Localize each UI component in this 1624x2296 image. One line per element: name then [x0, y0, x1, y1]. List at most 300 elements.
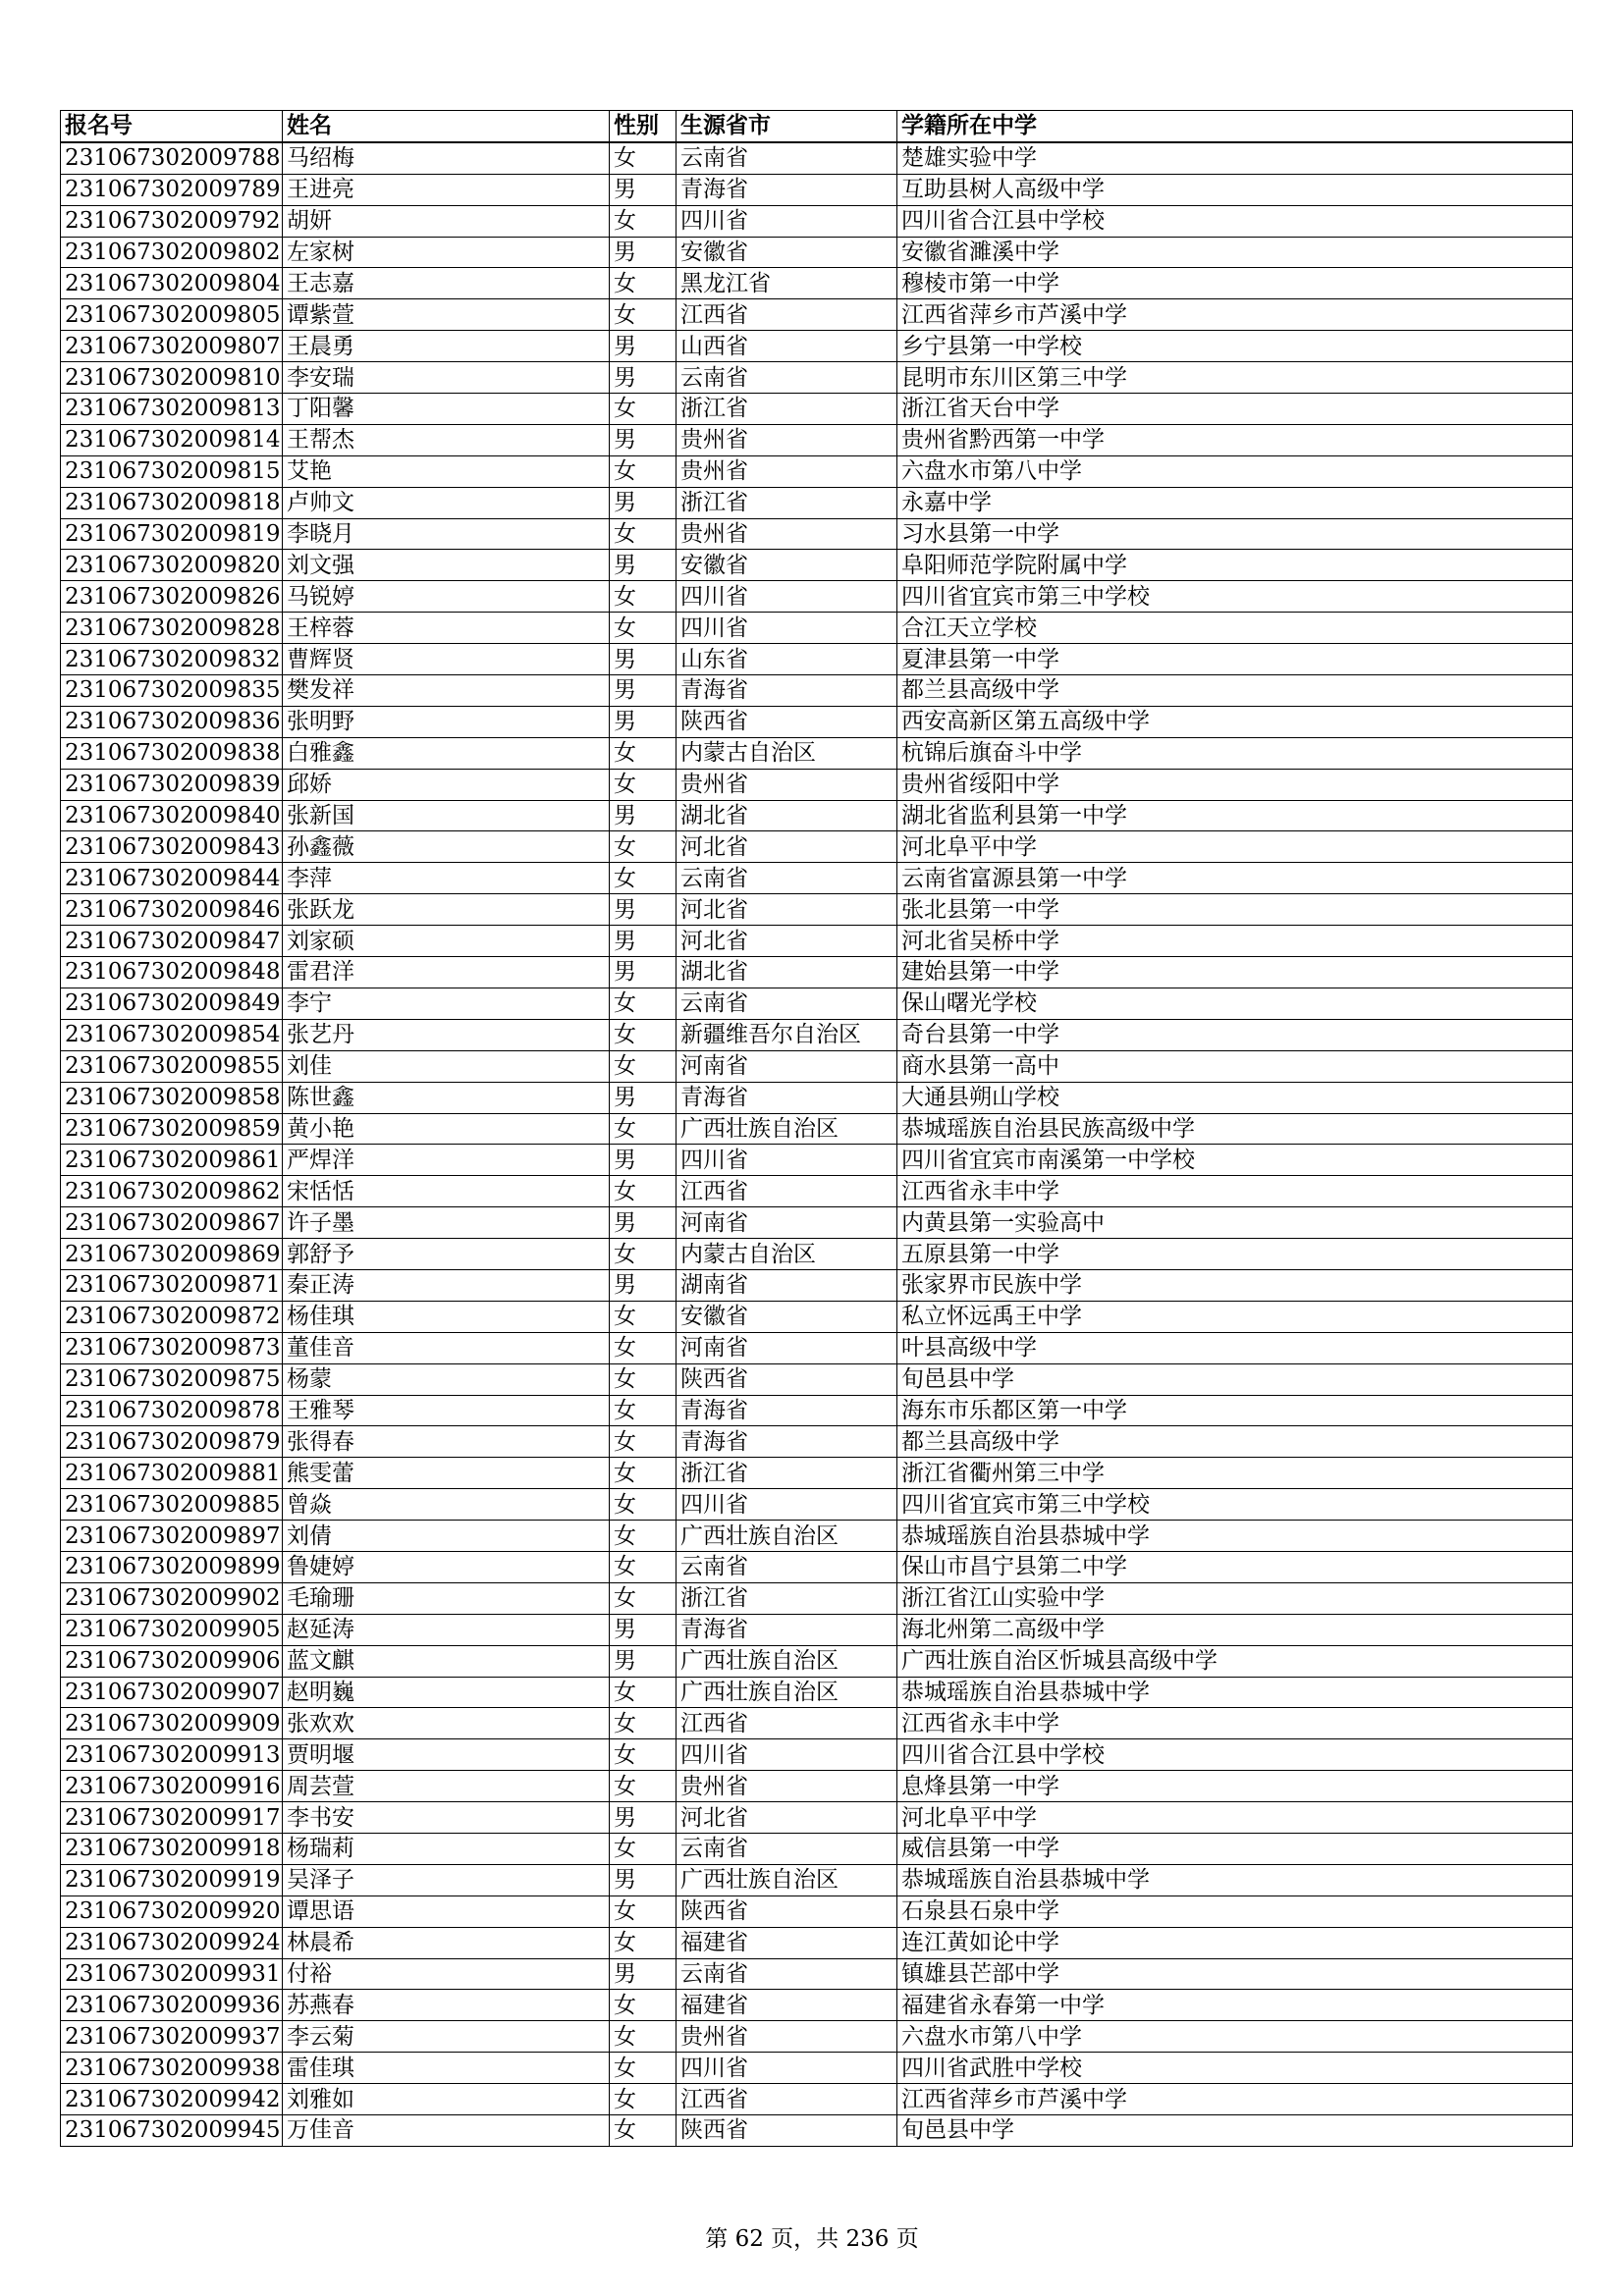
- cell-province: 内蒙古自治区: [677, 737, 897, 769]
- cell-province: 河北省: [677, 894, 897, 926]
- cell-registration-number: 231067302009920: [61, 1896, 283, 1927]
- cell-name: 艾艳: [283, 455, 610, 487]
- cell-gender: 男: [610, 800, 677, 831]
- cell-gender: 女: [610, 1582, 677, 1614]
- cell-province: 陕西省: [677, 1896, 897, 1927]
- table-row: [61, 1363, 1573, 1395]
- cell-school: 贵州省黔西第一中学: [897, 424, 1573, 455]
- table-row: [61, 1833, 1573, 1864]
- cell-gender: 男: [610, 550, 677, 581]
- cell-name: 熊雯蕾: [283, 1458, 610, 1489]
- cell-gender: 女: [610, 1771, 677, 1802]
- cell-gender: 女: [610, 737, 677, 769]
- cell-registration-number: 231067302009838: [61, 737, 283, 769]
- cell-province: 陕西省: [677, 706, 897, 737]
- cell-registration-number: 231067302009792: [61, 205, 283, 237]
- cell-registration-number: 231067302009881: [61, 1458, 283, 1489]
- cell-registration-number: 231067302009869: [61, 1239, 283, 1270]
- cell-province: 河南省: [677, 1332, 897, 1363]
- cell-gender: 男: [610, 174, 677, 205]
- cell-registration-number: 231067302009867: [61, 1207, 283, 1239]
- cell-registration-number: 231067302009835: [61, 675, 283, 707]
- cell-province: 湖北省: [677, 957, 897, 988]
- cell-registration-number: 231067302009815: [61, 455, 283, 487]
- cell-name: 蓝文麒: [283, 1645, 610, 1677]
- cell-province: 青海省: [677, 1614, 897, 1645]
- cell-name: 李晓月: [283, 518, 610, 550]
- cell-name: 张新国: [283, 800, 610, 831]
- cell-name: 李宁: [283, 988, 610, 1019]
- cell-registration-number: 231067302009878: [61, 1395, 283, 1426]
- cell-registration-number: 231067302009937: [61, 2021, 283, 2053]
- cell-registration-number: 231067302009820: [61, 550, 283, 581]
- cell-school: 内黄县第一实验高中: [897, 1207, 1573, 1239]
- cell-school: 江西省永丰中学: [897, 1176, 1573, 1207]
- table-row: [61, 1896, 1573, 1927]
- header-gender: 性别: [610, 111, 677, 142]
- cell-registration-number: 231067302009844: [61, 863, 283, 894]
- cell-name: 张欢欢: [283, 1708, 610, 1739]
- cell-province: 新疆维吾尔自治区: [677, 1019, 897, 1050]
- cell-school: 石泉县石泉中学: [897, 1896, 1573, 1927]
- cell-name: 王晨勇: [283, 331, 610, 362]
- cell-province: 安徽省: [677, 1301, 897, 1332]
- cell-province: 云南省: [677, 863, 897, 894]
- table-row: [61, 1239, 1573, 1270]
- table-row: [61, 1489, 1573, 1521]
- cell-name: 杨瑞莉: [283, 1833, 610, 1864]
- cell-name: 谭思语: [283, 1896, 610, 1927]
- cell-gender: 女: [610, 518, 677, 550]
- cell-province: 四川省: [677, 1489, 897, 1521]
- cell-registration-number: 231067302009839: [61, 769, 283, 800]
- cell-province: 安徽省: [677, 237, 897, 268]
- table-row: [61, 863, 1573, 894]
- cell-registration-number: 231067302009931: [61, 1958, 283, 1990]
- cell-gender: 女: [610, 1426, 677, 1458]
- cell-school: 湖北省监利县第一中学: [897, 800, 1573, 831]
- table-row: [61, 926, 1573, 957]
- cell-province: 陕西省: [677, 1363, 897, 1395]
- cell-name: 张艺丹: [283, 1019, 610, 1050]
- cell-province: 青海省: [677, 1395, 897, 1426]
- cell-registration-number: 231067302009913: [61, 1739, 283, 1771]
- cell-name: 杨蒙: [283, 1363, 610, 1395]
- cell-gender: 女: [610, 1458, 677, 1489]
- cell-school: 四川省合江县中学校: [897, 205, 1573, 237]
- table-row: [61, 1176, 1573, 1207]
- page-footer: 第 62 页，共 236 页: [705, 2226, 919, 2252]
- cell-name: 李萍: [283, 863, 610, 894]
- cell-registration-number: 231067302009840: [61, 800, 283, 831]
- cell-name: 付裕: [283, 1958, 610, 1990]
- cell-registration-number: 231067302009885: [61, 1489, 283, 1521]
- cell-name: 王帮杰: [283, 424, 610, 455]
- cell-gender: 女: [610, 1551, 677, 1582]
- table-row: [61, 613, 1573, 644]
- table-row: [61, 1332, 1573, 1363]
- cell-province: 贵州省: [677, 424, 897, 455]
- cell-name: 李安瑞: [283, 362, 610, 394]
- cell-province: 青海省: [677, 1082, 897, 1113]
- cell-school: 穆棱市第一中学: [897, 268, 1573, 299]
- table-row: [61, 1458, 1573, 1489]
- table-row: [61, 1050, 1573, 1082]
- cell-school: 阜阳师范学院附属中学: [897, 550, 1573, 581]
- cell-registration-number: 231067302009871: [61, 1269, 283, 1301]
- cell-school: 连江黄如论中学: [897, 1927, 1573, 1958]
- table-body: [61, 142, 1573, 2147]
- table-row: [61, 581, 1573, 613]
- table-row: [61, 2084, 1573, 2115]
- cell-school: 恭城瑶族自治县民族高级中学: [897, 1113, 1573, 1145]
- cell-gender: 男: [610, 1802, 677, 1834]
- table-row: [61, 1301, 1573, 1332]
- table-row: [61, 2021, 1573, 2053]
- header-name: 姓名: [283, 111, 610, 142]
- cell-name: 王雅琴: [283, 1395, 610, 1426]
- cell-gender: 女: [610, 831, 677, 863]
- cell-registration-number: 231067302009818: [61, 487, 283, 518]
- cell-school: 建始县第一中学: [897, 957, 1573, 988]
- cell-province: 四川省: [677, 2053, 897, 2084]
- cell-province: 广西壮族自治区: [677, 1521, 897, 1552]
- cell-school: 习水县第一中学: [897, 518, 1573, 550]
- table-row: [61, 424, 1573, 455]
- cell-province: 山东省: [677, 644, 897, 675]
- cell-province: 广西壮族自治区: [677, 1864, 897, 1896]
- table-row: [61, 362, 1573, 394]
- cell-name: 张明野: [283, 706, 610, 737]
- table-row: [61, 487, 1573, 518]
- cell-province: 浙江省: [677, 394, 897, 425]
- table-row: [61, 988, 1573, 1019]
- cell-gender: 男: [610, 926, 677, 957]
- table-row: [61, 1426, 1573, 1458]
- cell-registration-number: 231067302009909: [61, 1708, 283, 1739]
- cell-school: 四川省合江县中学校: [897, 1739, 1573, 1771]
- cell-registration-number: 231067302009945: [61, 2115, 283, 2147]
- cell-province: 贵州省: [677, 769, 897, 800]
- cell-registration-number: 231067302009897: [61, 1521, 283, 1552]
- cell-registration-number: 231067302009846: [61, 894, 283, 926]
- table-row: [61, 142, 1573, 174]
- table-row: [61, 331, 1573, 362]
- cell-registration-number: 231067302009938: [61, 2053, 283, 2084]
- cell-name: 孙鑫薇: [283, 831, 610, 863]
- cell-name: 赵延涛: [283, 1614, 610, 1645]
- cell-school: 安徽省濉溪中学: [897, 237, 1573, 268]
- cell-province: 云南省: [677, 1551, 897, 1582]
- cell-province: 湖北省: [677, 800, 897, 831]
- cell-province: 福建省: [677, 1990, 897, 2021]
- cell-gender: 女: [610, 394, 677, 425]
- cell-gender: 女: [610, 2053, 677, 2084]
- cell-name: 刘倩: [283, 1521, 610, 1552]
- cell-name: 贾明堰: [283, 1739, 610, 1771]
- cell-registration-number: 231067302009942: [61, 2084, 283, 2115]
- cell-registration-number: 231067302009917: [61, 1802, 283, 1834]
- cell-gender: 男: [610, 1207, 677, 1239]
- cell-school: 福建省永春第一中学: [897, 1990, 1573, 2021]
- table-row: [61, 644, 1573, 675]
- cell-school: 威信县第一中学: [897, 1833, 1573, 1864]
- cell-gender: 男: [610, 1145, 677, 1176]
- cell-name: 王梓蓉: [283, 613, 610, 644]
- table-row: [61, 675, 1573, 707]
- cell-school: 张北县第一中学: [897, 894, 1573, 926]
- cell-name: 曾焱: [283, 1489, 610, 1521]
- cell-province: 贵州省: [677, 2021, 897, 2053]
- cell-name: 谭紫萱: [283, 299, 610, 331]
- cell-gender: 男: [610, 424, 677, 455]
- cell-name: 曹辉贤: [283, 644, 610, 675]
- cell-school: 河北阜平中学: [897, 1802, 1573, 1834]
- table-row: [61, 957, 1573, 988]
- cell-school: 云南省富源县第一中学: [897, 863, 1573, 894]
- cell-gender: 女: [610, 1927, 677, 1958]
- cell-school: 海北州第二高级中学: [897, 1614, 1573, 1645]
- cell-name: 邱娇: [283, 769, 610, 800]
- table-row: [61, 455, 1573, 487]
- cell-registration-number: 231067302009789: [61, 174, 283, 205]
- cell-school: 杭锦后旗奋斗中学: [897, 737, 1573, 769]
- cell-registration-number: 231067302009907: [61, 1677, 283, 1708]
- table-row: [61, 1145, 1573, 1176]
- header-school: 学籍所在中学: [897, 111, 1573, 142]
- table-row: [61, 706, 1573, 737]
- cell-province: 广西壮族自治区: [677, 1677, 897, 1708]
- table-row: [61, 1708, 1573, 1739]
- cell-name: 毛瑜珊: [283, 1582, 610, 1614]
- cell-gender: 女: [610, 581, 677, 613]
- table-row: [61, 518, 1573, 550]
- table-row: [61, 1958, 1573, 1990]
- cell-gender: 男: [610, 1082, 677, 1113]
- table-row: [61, 1771, 1573, 1802]
- header-province: 生源省市: [677, 111, 897, 142]
- cell-school: 旬邑县中学: [897, 2115, 1573, 2147]
- cell-school: 恭城瑶族自治县恭城中学: [897, 1677, 1573, 1708]
- cell-registration-number: 231067302009918: [61, 1833, 283, 1864]
- cell-gender: 男: [610, 1958, 677, 1990]
- cell-province: 河北省: [677, 926, 897, 957]
- cell-name: 王进亮: [283, 174, 610, 205]
- cell-name: 鲁婕婷: [283, 1551, 610, 1582]
- cell-gender: 男: [610, 644, 677, 675]
- cell-gender: 女: [610, 769, 677, 800]
- cell-gender: 女: [610, 1176, 677, 1207]
- cell-name: 樊发祥: [283, 675, 610, 707]
- cell-province: 河南省: [677, 1050, 897, 1082]
- cell-province: 黑龙江省: [677, 268, 897, 299]
- cell-gender: 女: [610, 863, 677, 894]
- cell-registration-number: 231067302009872: [61, 1301, 283, 1332]
- cell-province: 广西壮族自治区: [677, 1113, 897, 1145]
- cell-registration-number: 231067302009836: [61, 706, 283, 737]
- cell-gender: 男: [610, 675, 677, 707]
- cell-gender: 女: [610, 299, 677, 331]
- cell-school: 张家界市民族中学: [897, 1269, 1573, 1301]
- table-header-row: [61, 111, 1573, 142]
- cell-gender: 男: [610, 1645, 677, 1677]
- table-row: [61, 1645, 1573, 1677]
- cell-school: 五原县第一中学: [897, 1239, 1573, 1270]
- cell-registration-number: 231067302009906: [61, 1645, 283, 1677]
- cell-school: 江西省萍乡市芦溪中学: [897, 2084, 1573, 2115]
- cell-province: 内蒙古自治区: [677, 1239, 897, 1270]
- cell-name: 宋恬恬: [283, 1176, 610, 1207]
- cell-school: 浙江省衢州第三中学: [897, 1458, 1573, 1489]
- cell-gender: 女: [610, 1301, 677, 1332]
- cell-name: 苏燕春: [283, 1990, 610, 2021]
- cell-school: 浙江省天台中学: [897, 394, 1573, 425]
- cell-province: 云南省: [677, 1958, 897, 1990]
- cell-name: 刘家硕: [283, 926, 610, 957]
- cell-name: 林晨希: [283, 1927, 610, 1958]
- cell-gender: 女: [610, 1239, 677, 1270]
- cell-school: 贵州省绥阳中学: [897, 769, 1573, 800]
- cell-province: 青海省: [677, 174, 897, 205]
- cell-registration-number: 231067302009813: [61, 394, 283, 425]
- cell-school: 广西壮族自治区忻城县高级中学: [897, 1645, 1573, 1677]
- cell-registration-number: 231067302009814: [61, 424, 283, 455]
- cell-gender: 女: [610, 613, 677, 644]
- cell-school: 四川省宜宾市南溪第一中学校: [897, 1145, 1573, 1176]
- table-row: [61, 831, 1573, 863]
- cell-school: 商水县第一高中: [897, 1050, 1573, 1082]
- cell-gender: 女: [610, 2115, 677, 2147]
- cell-school: 河北省吴桥中学: [897, 926, 1573, 957]
- cell-name: 万佳音: [283, 2115, 610, 2147]
- cell-gender: 女: [610, 1395, 677, 1426]
- cell-registration-number: 231067302009879: [61, 1426, 283, 1458]
- cell-gender: 女: [610, 142, 677, 174]
- cell-school: 六盘水市第八中学: [897, 2021, 1573, 2053]
- table-row: [61, 1927, 1573, 1958]
- table-row: [61, 237, 1573, 268]
- cell-registration-number: 231067302009902: [61, 1582, 283, 1614]
- cell-school: 西安高新区第五高级中学: [897, 706, 1573, 737]
- cell-school: 恭城瑶族自治县恭城中学: [897, 1521, 1573, 1552]
- table-row: [61, 1802, 1573, 1834]
- table-row: [61, 769, 1573, 800]
- cell-registration-number: 231067302009905: [61, 1614, 283, 1645]
- cell-gender: 男: [610, 487, 677, 518]
- cell-school: 夏津县第一中学: [897, 644, 1573, 675]
- table-row: [61, 1207, 1573, 1239]
- cell-registration-number: 231067302009843: [61, 831, 283, 863]
- cell-name: 秦正涛: [283, 1269, 610, 1301]
- cell-province: 江西省: [677, 2084, 897, 2115]
- cell-school: 昆明市东川区第三中学: [897, 362, 1573, 394]
- cell-name: 李云菊: [283, 2021, 610, 2053]
- cell-registration-number: 231067302009855: [61, 1050, 283, 1082]
- cell-province: 河北省: [677, 1802, 897, 1834]
- cell-gender: 女: [610, 1050, 677, 1082]
- cell-province: 福建省: [677, 1927, 897, 1958]
- cell-name: 赵明巍: [283, 1677, 610, 1708]
- cell-gender: 女: [610, 2021, 677, 2053]
- cell-name: 张得春: [283, 1426, 610, 1458]
- cell-registration-number: 231067302009861: [61, 1145, 283, 1176]
- cell-name: 郭舒予: [283, 1239, 610, 1270]
- cell-name: 白雅鑫: [283, 737, 610, 769]
- cell-registration-number: 231067302009873: [61, 1332, 283, 1363]
- cell-gender: 男: [610, 1614, 677, 1645]
- cell-registration-number: 231067302009832: [61, 644, 283, 675]
- table-row: [61, 1739, 1573, 1771]
- table-row: [61, 2053, 1573, 2084]
- table-row: [61, 1864, 1573, 1896]
- cell-province: 广西壮族自治区: [677, 1645, 897, 1677]
- cell-school: 四川省宜宾市第三中学校: [897, 581, 1573, 613]
- table-row: [61, 1019, 1573, 1050]
- cell-registration-number: 231067302009858: [61, 1082, 283, 1113]
- cell-registration-number: 231067302009859: [61, 1113, 283, 1145]
- roster-table: [60, 110, 1573, 2147]
- cell-gender: 女: [610, 1896, 677, 1927]
- cell-registration-number: 231067302009862: [61, 1176, 283, 1207]
- cell-registration-number: 231067302009804: [61, 268, 283, 299]
- cell-province: 四川省: [677, 1145, 897, 1176]
- cell-province: 四川省: [677, 581, 897, 613]
- cell-gender: 女: [610, 1833, 677, 1864]
- cell-registration-number: 231067302009854: [61, 1019, 283, 1050]
- cell-gender: 男: [610, 362, 677, 394]
- cell-school: 保山曙光学校: [897, 988, 1573, 1019]
- cell-gender: 男: [610, 1864, 677, 1896]
- cell-name: 吴泽子: [283, 1864, 610, 1896]
- cell-gender: 男: [610, 894, 677, 926]
- cell-gender: 女: [610, 455, 677, 487]
- cell-school: 息烽县第一中学: [897, 1771, 1573, 1802]
- cell-name: 刘雅如: [283, 2084, 610, 2115]
- table-row: [61, 1677, 1573, 1708]
- table-row: [61, 299, 1573, 331]
- cell-school: 恭城瑶族自治县恭城中学: [897, 1864, 1573, 1896]
- cell-gender: 男: [610, 1269, 677, 1301]
- cell-registration-number: 231067302009916: [61, 1771, 283, 1802]
- cell-school: 保山市昌宁县第二中学: [897, 1551, 1573, 1582]
- table-row: [61, 550, 1573, 581]
- cell-school: 都兰县高级中学: [897, 675, 1573, 707]
- cell-school: 四川省武胜中学校: [897, 2053, 1573, 2084]
- cell-name: 马锐婷: [283, 581, 610, 613]
- cell-gender: 男: [610, 331, 677, 362]
- cell-name: 雷佳琪: [283, 2053, 610, 2084]
- cell-province: 江西省: [677, 1708, 897, 1739]
- cell-school: 奇台县第一中学: [897, 1019, 1573, 1050]
- cell-registration-number: 231067302009919: [61, 1864, 283, 1896]
- cell-gender: 女: [610, 205, 677, 237]
- cell-school: 乡宁县第一中学校: [897, 331, 1573, 362]
- table-row: [61, 394, 1573, 425]
- cell-province: 贵州省: [677, 518, 897, 550]
- cell-province: 青海省: [677, 1426, 897, 1458]
- cell-name: 雷君洋: [283, 957, 610, 988]
- cell-registration-number: 231067302009847: [61, 926, 283, 957]
- cell-province: 云南省: [677, 142, 897, 174]
- cell-registration-number: 231067302009802: [61, 237, 283, 268]
- table-row: [61, 174, 1573, 205]
- cell-province: 河南省: [677, 1207, 897, 1239]
- cell-name: 许子墨: [283, 1207, 610, 1239]
- cell-province: 河北省: [677, 831, 897, 863]
- table-row: [61, 2115, 1573, 2147]
- cell-name: 黄小艳: [283, 1113, 610, 1145]
- cell-name: 卢帅文: [283, 487, 610, 518]
